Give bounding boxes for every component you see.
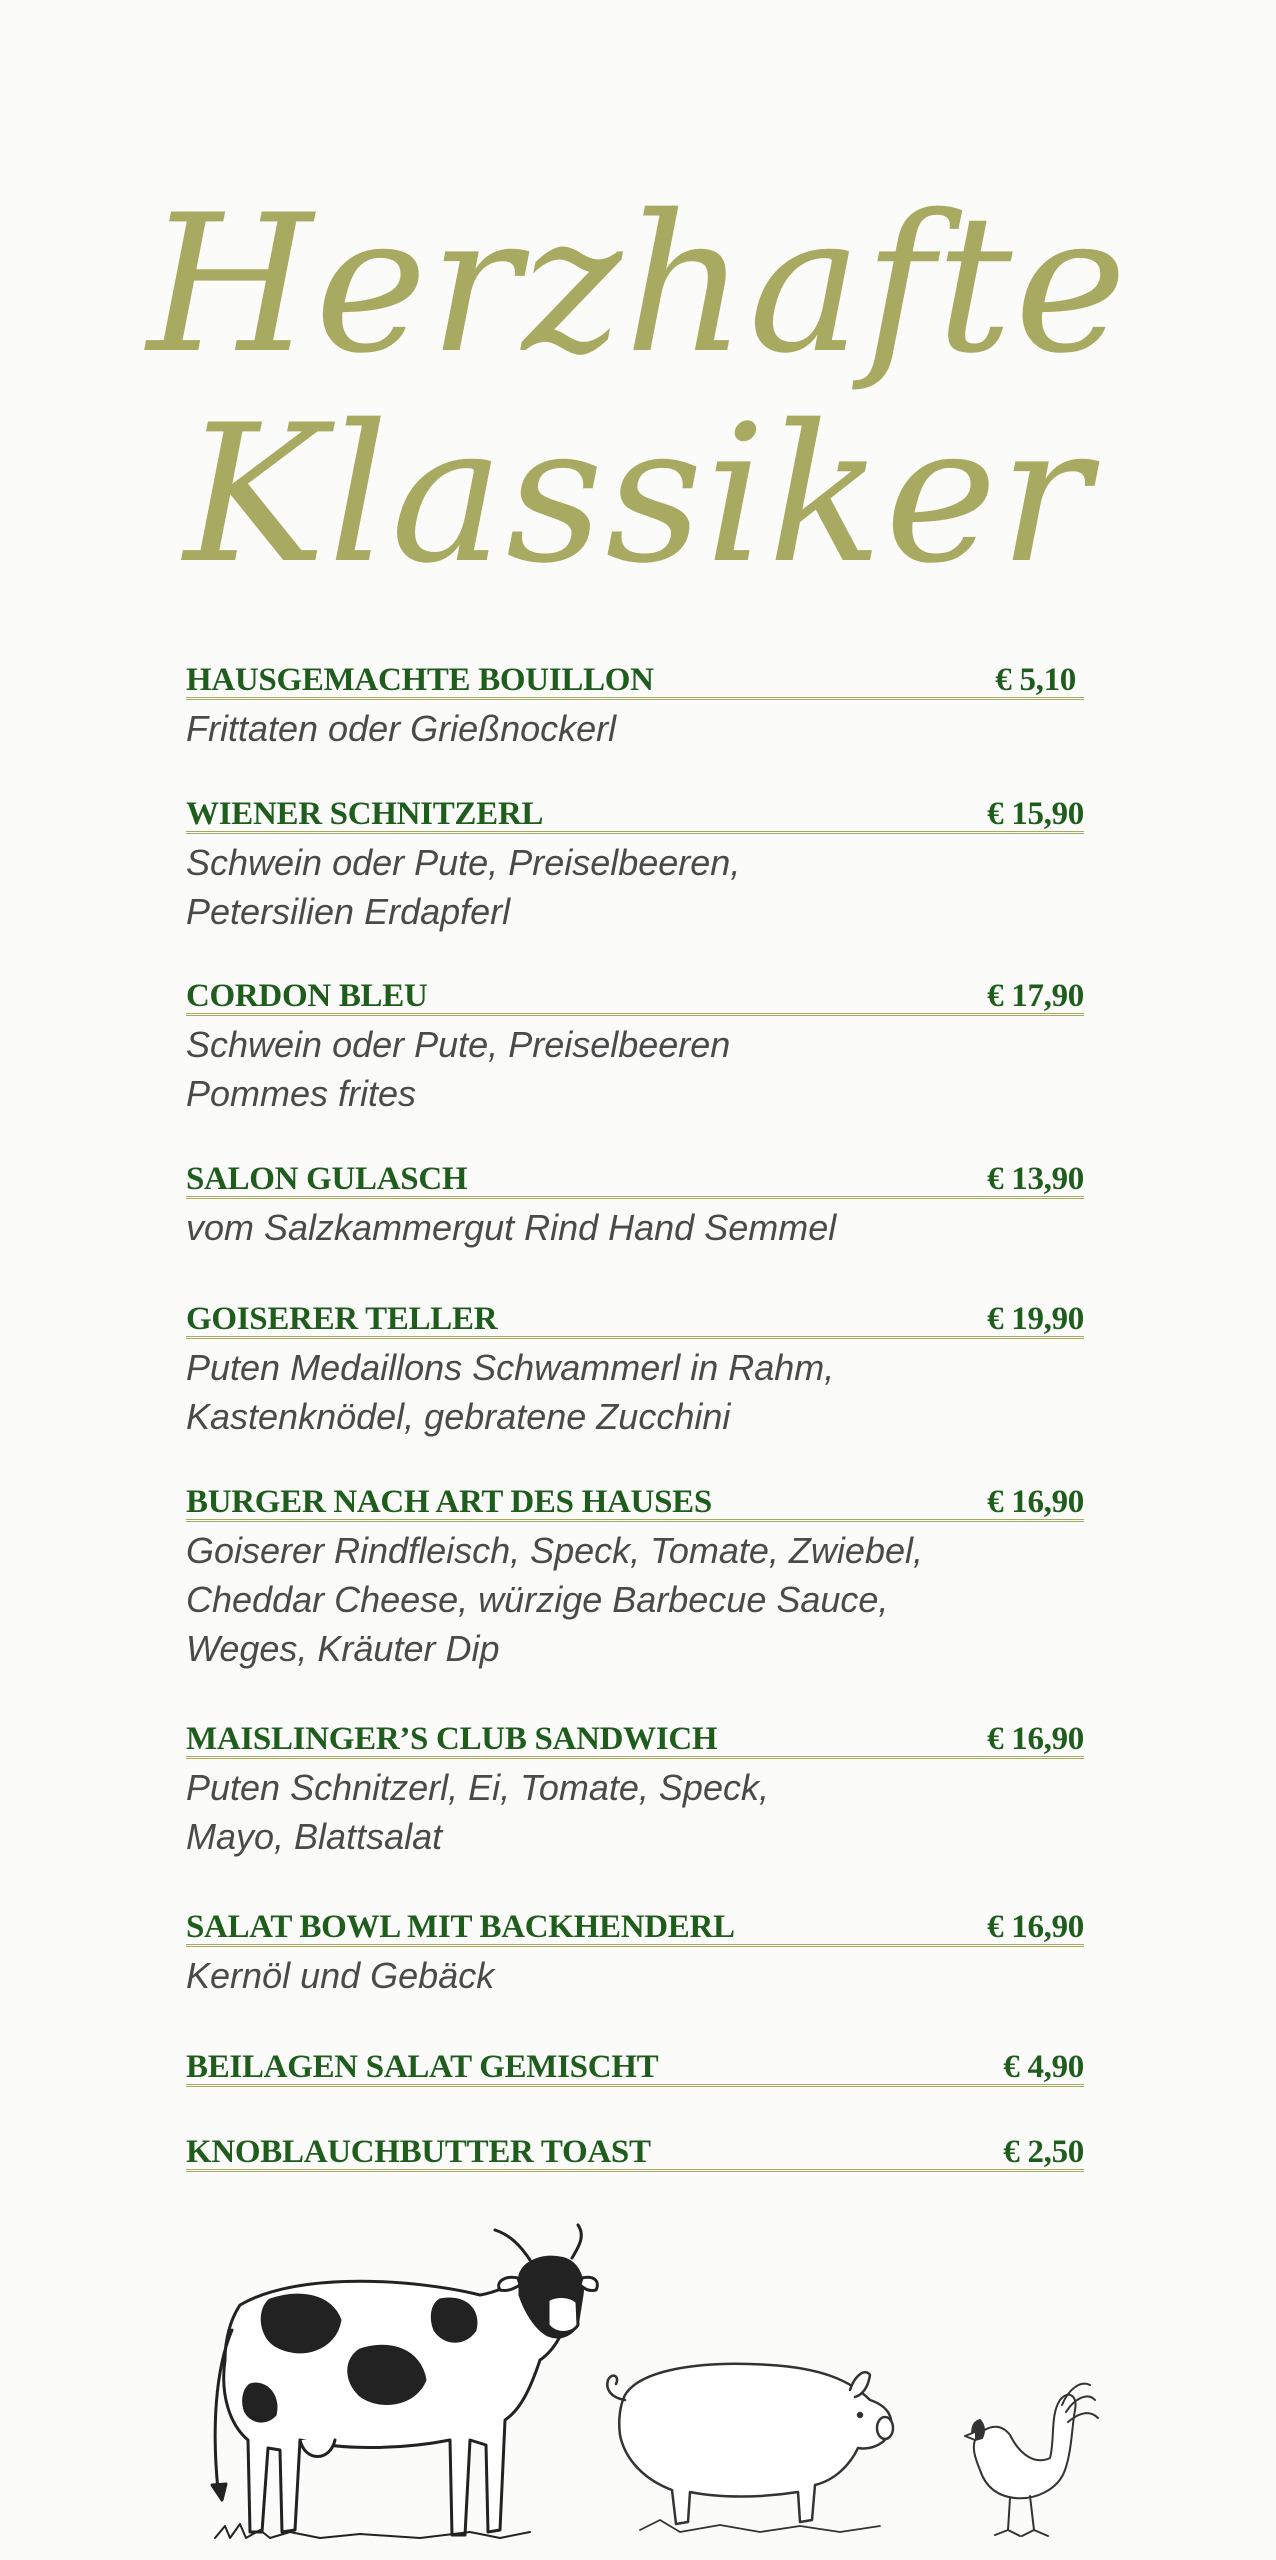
menu-item bbox=[186, 972, 1084, 1118]
menu-item bbox=[186, 1155, 1084, 1252]
title-line-2: Klassiker bbox=[183, 384, 1093, 605]
farm-animals-illustration bbox=[0, 2200, 1276, 2560]
description-line: Schwein oder Pute, Preiselbeeren bbox=[186, 1024, 731, 1065]
menu-item-price: € 15,90 bbox=[987, 796, 1084, 832]
menu-item-price: € 5,10 bbox=[995, 662, 1076, 698]
menu-item-description bbox=[186, 1020, 1084, 1118]
menu-item-header bbox=[186, 1155, 1084, 1199]
menu-item-description bbox=[186, 1203, 1084, 1252]
description-line: Mayo, Blattsalat bbox=[186, 1816, 443, 1857]
menu-item-name: SALAT BOWL MIT BACKHENDERL bbox=[186, 1909, 735, 1945]
description-line: Schwein oder Pute, Preiselbeeren, bbox=[186, 842, 741, 883]
cow-illustration bbox=[212, 2225, 597, 2538]
menu-item-price: € 13,90 bbox=[987, 1161, 1084, 1197]
menu-item-price: € 16,90 bbox=[987, 1909, 1084, 1945]
menu-item bbox=[186, 1295, 1084, 1441]
title-line-1: Herzhafte bbox=[147, 174, 1129, 395]
menu-item-description bbox=[186, 1343, 1084, 1441]
menu-item-name: KNOBLAUCHBUTTER TOAST bbox=[186, 2134, 651, 2170]
menu-item-description bbox=[186, 1951, 1084, 2000]
menu-item-header bbox=[186, 1715, 1084, 1759]
menu-item-name: GOISERER TELLER bbox=[186, 1301, 498, 1337]
menu-item-price: € 2,50 bbox=[1003, 2134, 1084, 2170]
menu-item-header bbox=[186, 1478, 1084, 1522]
menu-item-price: € 19,90 bbox=[987, 1301, 1084, 1337]
menu-item-price: € 16,90 bbox=[987, 1721, 1084, 1757]
menu-item bbox=[186, 2128, 1084, 2172]
description-line: vom Salzkammergut Rind Hand Semmel bbox=[186, 1207, 837, 1248]
menu-item-header bbox=[186, 790, 1084, 834]
menu-item bbox=[186, 790, 1084, 936]
menu-item-name: BEILAGEN SALAT GEMISCHT bbox=[186, 2049, 659, 2085]
menu-item-price: € 4,90 bbox=[1003, 2049, 1084, 2085]
menu-item-name: CORDON BLEU bbox=[186, 978, 428, 1014]
description-line: Goiserer Rindfleisch, Speck, Tomate, Zwiebel, bbox=[186, 1530, 923, 1571]
menu-item-name: SALON GULASCH bbox=[186, 1161, 468, 1197]
menu-item-header bbox=[186, 1295, 1084, 1339]
description-line: Petersilien Erdapferl bbox=[186, 891, 511, 932]
description-line: Puten Medaillons Schwammerl in Rahm, bbox=[186, 1347, 835, 1388]
menu-item-name: WIENER SCHNITZERL bbox=[186, 796, 544, 832]
menu-item bbox=[186, 2043, 1084, 2087]
menu-item-header bbox=[186, 2128, 1084, 2172]
description-line: Pommes frites bbox=[186, 1073, 417, 1114]
menu-item bbox=[186, 1478, 1084, 1673]
rooster-illustration bbox=[965, 2384, 1098, 2536]
menu-item-header bbox=[186, 2043, 1084, 2087]
menu-item-name: HAUSGEMACHTE BOUILLON bbox=[186, 662, 654, 698]
description-line: Puten Schnitzerl, Ei, Tomate, Speck, bbox=[186, 1767, 769, 1808]
description-line: Kastenknödel, gebratene Zucchini bbox=[186, 1396, 731, 1437]
menu-item-name: MAISLINGER’S CLUB SANDWICH bbox=[186, 1721, 718, 1757]
menu-item-description bbox=[186, 838, 1084, 936]
description-line: Frittaten oder Grießnockerl bbox=[186, 708, 617, 749]
menu-item-description bbox=[186, 704, 1084, 753]
menu-item-name: BURGER NACH ART DES HAUSES bbox=[186, 1484, 712, 1520]
menu-item-header bbox=[186, 972, 1084, 1016]
pig-illustration bbox=[607, 2364, 893, 2532]
description-line: Weges, Kräuter Dip bbox=[186, 1628, 500, 1669]
menu-item-description bbox=[186, 1763, 1084, 1861]
menu-item-header bbox=[186, 1903, 1084, 1947]
menu-item-price: € 17,90 bbox=[987, 978, 1084, 1014]
menu-item-description bbox=[186, 1526, 1084, 1673]
menu-item-price: € 16,90 bbox=[987, 1484, 1084, 1520]
menu-item-header bbox=[186, 656, 1084, 700]
menu-item bbox=[186, 1903, 1084, 2000]
menu-item bbox=[186, 656, 1084, 753]
menu-item bbox=[186, 1715, 1084, 1861]
description-line: Kernöl und Gebäck bbox=[186, 1955, 495, 1996]
description-line: Cheddar Cheese, würzige Barbecue Sauce, bbox=[186, 1579, 889, 1620]
